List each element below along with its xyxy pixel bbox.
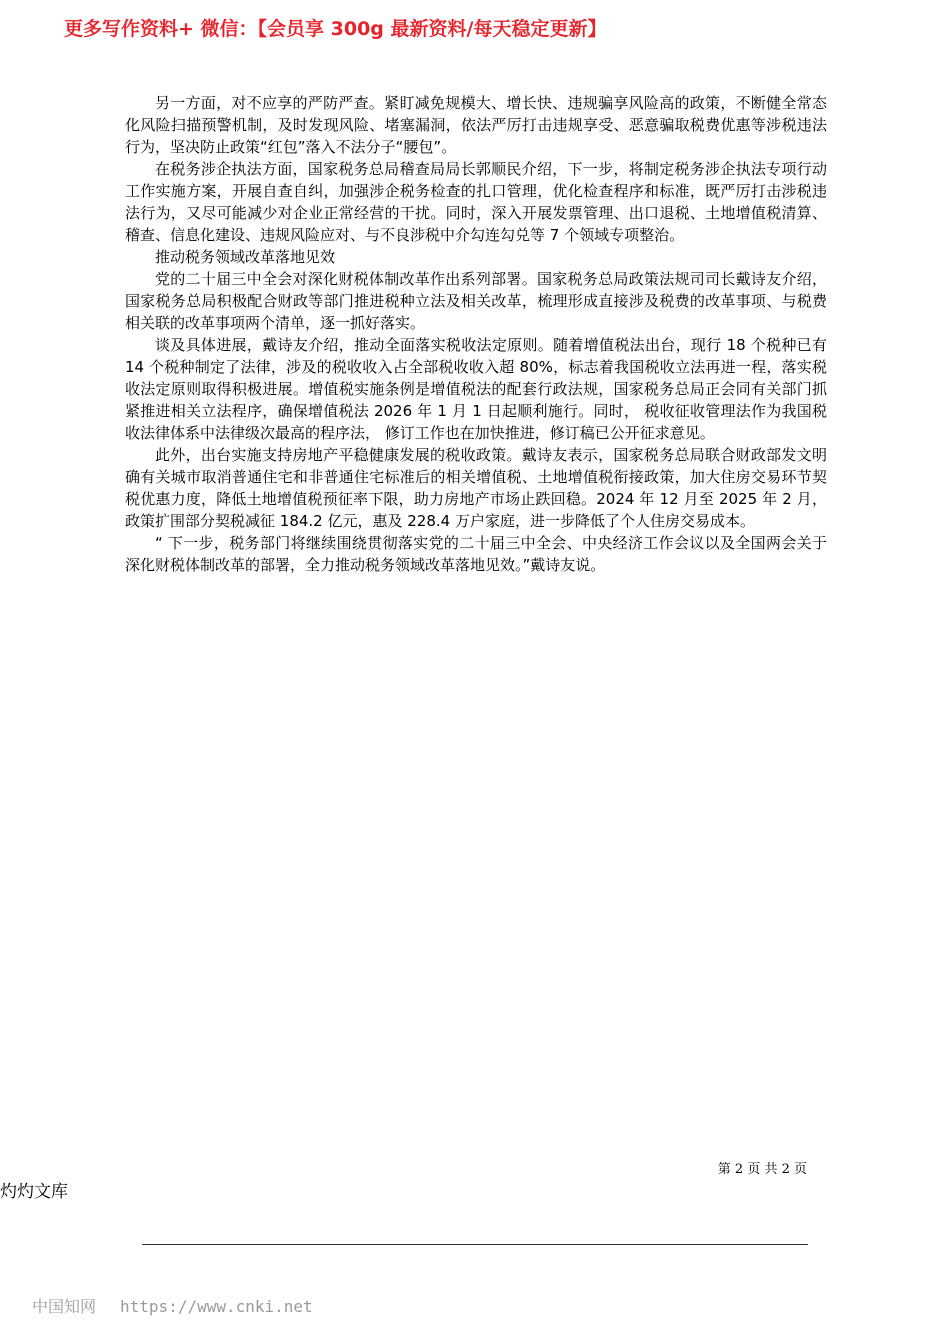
section-heading: 推动税务领域改革落地见效 [155,248,336,266]
paragraph: 谈及具体进展，戴诗友介绍，推动全面落实税收法定原则。随着增值税法出台，现行 18 个税种已有 14 个税种制定了法律，涉及的税收收入占全部税收收入超 80%，标志着我国税收立法再进一程，落实税收法定原则取得积极进展。增值税实施条例是增值税法的配套行政法规，国家税务总局正会同有关部门抓紧推进相关立法程序，确保增值税法 2026 年 1 月 1 日起顺利施行。同时， 税收征收管理法作为我国税收法律体系中法律级次最高的程序法， 修订工作也在加快推进，修订稿已公开征求意见。 [125,336,827,442]
article-body [125,92,827,576]
watermark [32,1294,313,1317]
promo-banner: 更多写作资料+ 微信：【会员享 300g 最新资料/每天稳定更新】 [64,18,607,40]
paragraph: 党的二十届三中全会对深化财税体制改革作出系列部署。国家税务总局政策法规司司长戴诗友介绍，国家税务总局积极配合财政等部门推进税种立法及相关改革，梳理形成直接涉及税费的改革事项、与税费相关联的改革事项两个清单，逐一抓好落实。 [125,270,827,332]
footer-divider [142,1244,808,1245]
paragraph: “ 下一步，税务部门将继续围绕贯彻落实党的二十届三中全会、中央经济工作会议以及全国两会关于深化财税体制改革的部署，全力推动税务领域改革落地见效。”戴诗友说。 [125,534,827,574]
watermark-url: https://www.cnki.net [120,1297,313,1316]
watermark-site-name: 中国知网 [32,1297,97,1316]
page-number: 第 2 页 共 2 页 [717,1162,807,1177]
paragraph: 另一方面，对不应享的严防严查。紧盯减免规模大、增长快、违规骗享风险高的政策，不断健全常态化风险扫描预警机制，及时发现风险、堵塞漏洞，依法严厉打击违规享受、恶意骗取税费优惠等涉税违法行为，坚决防止政策“红包”落入不法分子“腰包”。 [125,94,827,156]
library-label: 灼灼文库 [0,1182,68,1202]
paragraph: 此外，出台实施支持房地产平稳健康发展的税收政策。戴诗友表示，国家税务总局联合财政部发文明确有关城市取消普通住宅和非普通住宅标准后的相关增值税、土地增值税衔接政策，加大住房交易环节契税优惠力度，降低土地增值税预征率下限，助力房地产市场止跌回稳。2024 年 12 月至 2025 年 2 月，政策扩围部分契税减征 184.2 亿元，惠及 228.4 万户家庭，进一步降低了个人住房交易成本。 [125,446,827,530]
paragraph: 在税务涉企执法方面，国家税务总局稽查局局长郭顺民介绍，下一步，将制定税务涉企执法专项行动工作实施方案，开展自查自纠，加强涉企税务检查的扎口管理，优化检查程序和标准，既严厉打击涉税违法行为，又尽可能减少对企业正常经营的干扰。同时，深入开展发票管理、出口退税、土地增值税清算、稽查、信息化建设、违规风险应对、与不良涉税中介勾连勾兑等 7 个领域专项整治。 [125,160,827,244]
